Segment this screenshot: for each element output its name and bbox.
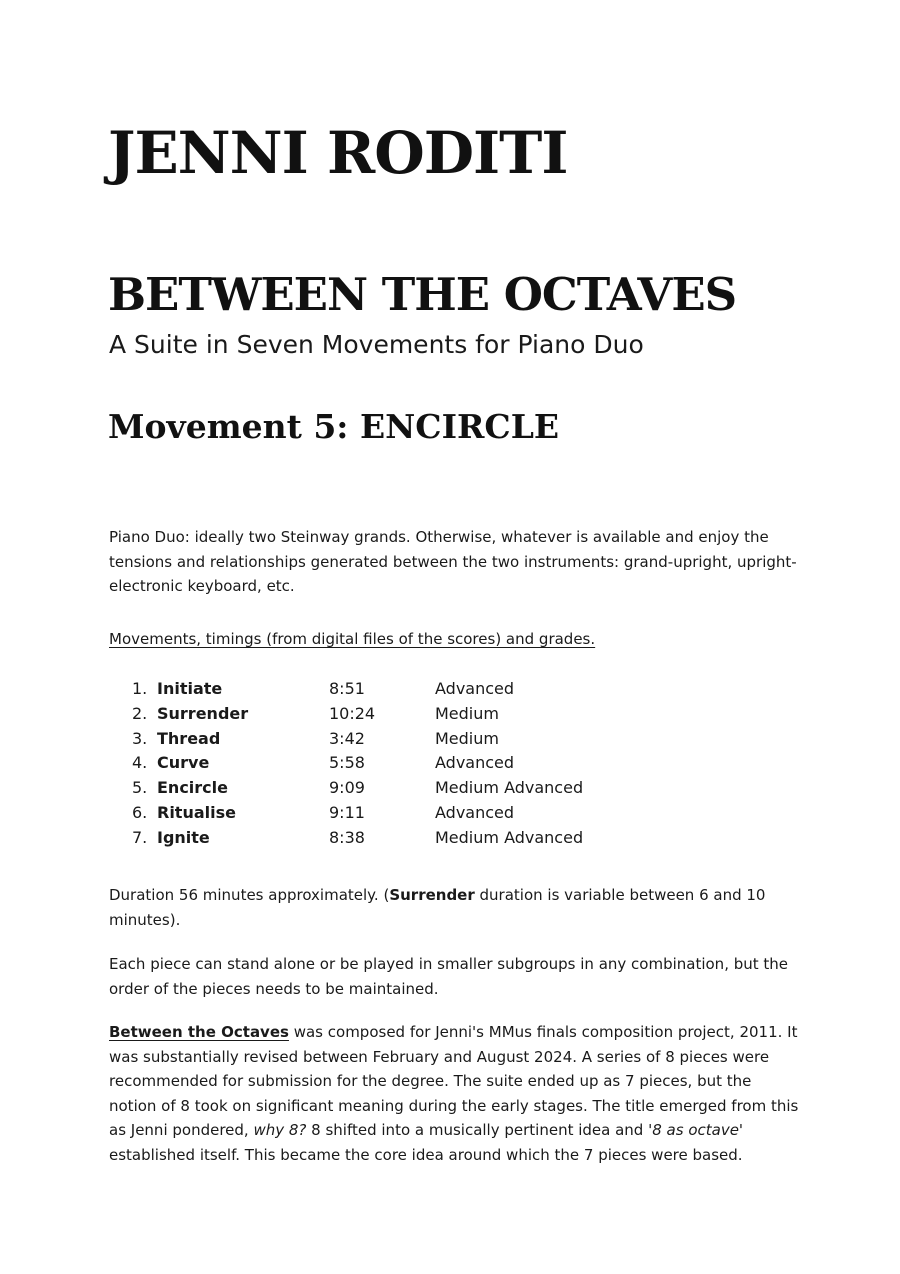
movement-heading-name: ENCIRCLE [359, 407, 560, 446]
list-item [132, 677, 632, 702]
movement-grade: Advanced [435, 753, 515, 773]
duration-text-start: Duration 56 minutes approximately. ( [109, 886, 390, 904]
movement-grade: Medium [435, 703, 499, 723]
movement-number: 6. [132, 802, 148, 822]
movement-number: 7. [132, 827, 148, 847]
history-text-part2: 8 shifted into a musically pertinent idea and [306, 1121, 649, 1139]
composer-name: JENNI RODITI [108, 119, 568, 187]
movement-timing: 8:51 [329, 679, 365, 698]
list-item [132, 751, 632, 776]
instrumentation-paragraph: Piano Duo: ideally two Steinway grands. Otherwise, whatever is available and enjoy the tensions and relationships generated between the two instruments: grand-upright, upright-electronic keyboard, etc. [109, 528, 797, 595]
list-item [132, 776, 632, 801]
movements-list-heading: Movements, timings (from digital files of the scores) and grades. [109, 630, 596, 648]
history-eight-as-octave: '8 as octave' [648, 1121, 744, 1139]
list-item [132, 801, 632, 826]
duration-surrender-title: Surrender [389, 886, 475, 904]
suite-subtitle: A Suite in Seven Movements for Piano Duo [109, 330, 644, 359]
history-text-part3: established itself. This became the core idea around which the 7 pieces were based. [109, 1145, 743, 1164]
movement-timing: 9:09 [329, 778, 365, 798]
movement-timing: 9:11 [329, 802, 365, 822]
history-text-part1: was composed for Jenni's MMus finals composition project, 2011. It was substantially revised between February and August 2024. A series of 8 pieces were recommended for submission for the degree. The suite ended up as 7 pieces, but the notion of 8 took on significant meaning during the early stages. The title emerged from this as Jenni pondered, [109, 1023, 799, 1139]
movement-number: 5. [132, 778, 148, 798]
movement-timing: 8:38 [329, 827, 365, 847]
movement-number: 3. [132, 728, 148, 748]
movement-title: Ignite [157, 827, 210, 847]
movement-heading [108, 405, 559, 449]
movement-grade: Advanced [435, 679, 515, 698]
movement-title: Curve [157, 753, 210, 773]
movement-timing: 3:42 [329, 728, 365, 748]
movement-heading-prefix: Movement 5: [108, 407, 360, 446]
movement-title: Surrender [157, 703, 249, 723]
movement-grade: Advanced [435, 802, 515, 822]
list-item [132, 727, 632, 752]
movement-timing: 10:24 [329, 703, 376, 723]
standalone-paragraph: Each piece can stand alone or be played in smaller subgroups in any combination, but the order of the pieces needs to be maintained. [109, 955, 789, 998]
suite-title: BETWEEN THE OCTAVES [108, 268, 737, 321]
history-paragraph [109, 1020, 799, 1167]
movement-grade: Medium Advanced [435, 778, 584, 798]
movement-timing: 5:58 [329, 753, 365, 773]
duration-text-end: duration is variable between 6 and 10 minutes). [109, 886, 766, 929]
movement-title: Initiate [157, 679, 223, 698]
movements-list [132, 677, 632, 851]
movement-title: Ritualise [157, 802, 236, 822]
movement-title: Thread [157, 728, 221, 748]
movement-number: 4. [132, 753, 148, 773]
list-item [132, 826, 632, 851]
movement-number: 2. [132, 703, 148, 723]
duration-paragraph [109, 883, 799, 932]
history-suite-title: Between the Octaves [109, 1023, 289, 1041]
history-why-eight: why 8? [253, 1121, 307, 1139]
movement-grade: Medium [435, 728, 499, 748]
movement-number: 1. [132, 679, 148, 698]
movement-title: Encircle [157, 778, 228, 798]
movement-grade: Medium Advanced [435, 827, 584, 847]
list-item [132, 702, 632, 727]
